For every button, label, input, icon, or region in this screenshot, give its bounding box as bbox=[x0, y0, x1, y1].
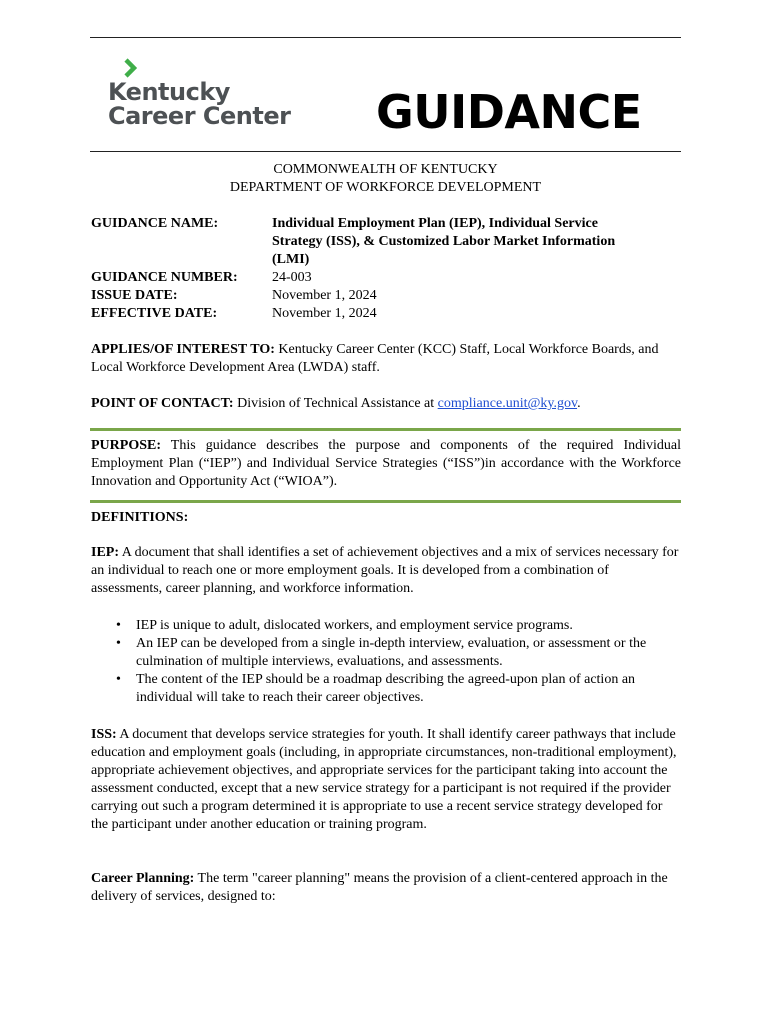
top-rule bbox=[90, 37, 681, 38]
page-title: GUIDANCE bbox=[376, 85, 642, 139]
section-divider-2 bbox=[90, 500, 681, 503]
guidance-name-label: GUIDANCE NAME: bbox=[91, 216, 219, 231]
issue-date-value: November 1, 2024 bbox=[272, 288, 377, 303]
career-planning-text: The term "career planning" means the provision of a client-centered approach in the delivery of services, designed to: bbox=[91, 871, 668, 904]
org-name: COMMONWEALTH OF KENTUCKY bbox=[273, 162, 498, 177]
contact-text: Division of Technical Assistance at bbox=[233, 396, 438, 411]
iss-definition bbox=[91, 726, 681, 834]
bullet-text: The content of the IEP should be a roadmap describing the agreed-upon plan of action an individual will take to reach their career objectives. bbox=[136, 672, 636, 705]
applies-to-label: APPLIES/OF INTEREST TO: bbox=[91, 342, 275, 357]
guidance-name-value-line2: Strategy (ISS), & Customized Labor Market Information bbox=[272, 234, 616, 249]
career-planning-definition bbox=[91, 870, 681, 906]
list-item bbox=[91, 635, 681, 671]
issue-date-label: ISSUE DATE: bbox=[91, 288, 178, 303]
bullet-icon: • bbox=[116, 618, 121, 633]
logo-text-line2: Career Center bbox=[108, 102, 291, 130]
iep-bullet-list bbox=[91, 617, 681, 707]
guidance-number-value: 24-003 bbox=[272, 270, 312, 285]
chevron-icon bbox=[123, 58, 137, 78]
header-rule bbox=[90, 151, 681, 152]
contact-label: POINT OF CONTACT: bbox=[91, 396, 234, 411]
guidance-name-value-line1: Individual Employment Plan (IEP), Individual Service bbox=[272, 216, 598, 231]
bullet-text: IEP is unique to adult, dislocated workers, and employment service programs. bbox=[136, 618, 573, 633]
bullet-text: An IEP can be developed from a single in-depth interview, evaluation, or assessment or the culmination of multiple interviews, evaluations, and assessments. bbox=[136, 636, 647, 669]
bullet-icon: • bbox=[116, 672, 121, 687]
purpose-text: This guidance describes the purpose and components of the required Individual Employment Plan (“IEP”) and Individual Service Strategies (“ISS”)in accordance with the Workforce Innovation and Opportunity Act (“WIOA”). bbox=[91, 438, 681, 489]
applies-to-paragraph bbox=[91, 341, 681, 377]
iep-text: A document that shall identifies a set of achievement objectives and a mix of services necessary for an individual to reach one or more employment goals. It is developed from a combination of assessments, career planning, and workforce information. bbox=[91, 545, 679, 596]
effective-date-label: EFFECTIVE DATE: bbox=[91, 306, 218, 321]
applies-to-text: Kentucky Career Center (KCC) Staff, Local Workforce Boards, and Local Workforce Development Area (LWDA) staff. bbox=[91, 342, 659, 375]
point-of-contact-paragraph bbox=[91, 395, 681, 413]
purpose-paragraph bbox=[91, 437, 681, 491]
guidance-number-label: GUIDANCE NUMBER: bbox=[91, 270, 238, 285]
list-item bbox=[91, 671, 681, 707]
effective-date-value: November 1, 2024 bbox=[272, 306, 377, 321]
iep-definition bbox=[91, 544, 681, 598]
logo-text-line1: Kentucky bbox=[108, 78, 230, 106]
department-name: DEPARTMENT OF WORKFORCE DEVELOPMENT bbox=[229, 180, 542, 195]
kentucky-career-center-logo bbox=[108, 58, 298, 130]
contact-trailing: . bbox=[577, 396, 581, 411]
iss-label: ISS: bbox=[91, 727, 117, 742]
iep-label: IEP: bbox=[91, 545, 119, 560]
section-divider-1 bbox=[90, 428, 681, 431]
definitions-heading: DEFINITIONS: bbox=[91, 510, 189, 525]
iss-text: A document that develops service strategies for youth. It shall identify career pathways that include education and employment goals (including, in appropriate circumstances, non-traditional employment), appropriate achievement objectives, and appropriate services for the participant taking into account the assessment conducted, except that a new service strategy for a participant is not required if the provider carrying out such a program determined it is appropriate to use a recent service strategy developed for the participant under another education or training program. bbox=[91, 727, 677, 832]
guidance-name-value-line3: (LMI) bbox=[272, 252, 310, 267]
bullet-icon: • bbox=[116, 636, 121, 651]
contact-email-link[interactable]: compliance.unit@ky.gov bbox=[437, 396, 578, 411]
purpose-label: PURPOSE: bbox=[91, 438, 161, 453]
career-planning-label: Career Planning: bbox=[91, 871, 195, 886]
list-item bbox=[91, 617, 681, 635]
